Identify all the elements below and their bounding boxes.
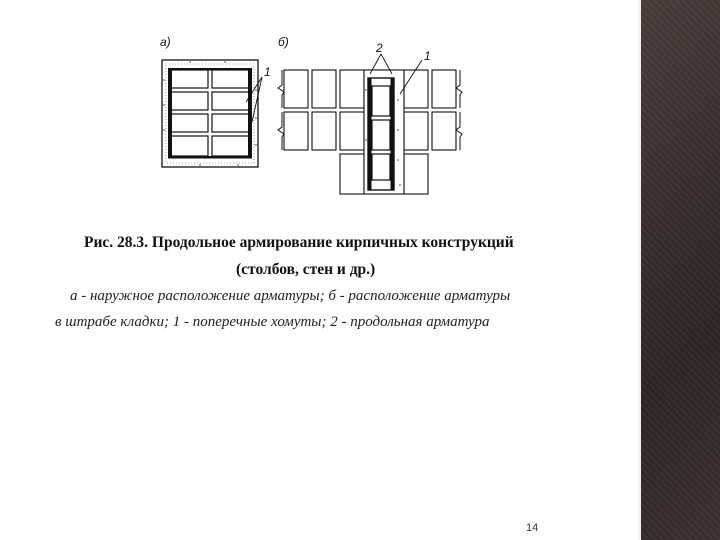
page-number: 14: [526, 522, 539, 534]
reinforcement-figure: [150, 30, 490, 210]
callout-1-right: 1: [424, 49, 431, 63]
caption-title-line-2: (столбов, стен и др.): [236, 261, 376, 278]
caption-description-line-2: в штрабе кладки; 1 - поперечные хомуты; 2 - продольная арматура: [55, 314, 490, 330]
callout-2: 2: [376, 41, 383, 55]
label-a: а): [160, 35, 171, 49]
label-b: б): [278, 35, 289, 49]
figure-a-column: [162, 60, 258, 167]
caption-title-line-1: Рис. 28.3. Продольное армирование кирпичных конструкций: [84, 234, 514, 251]
decorative-side-panel: [641, 0, 720, 540]
figure-b-wall: [278, 70, 462, 194]
caption-description-line-1: а - наружное расположение арматуры; б - расположение арматуры: [70, 288, 511, 304]
callout-1-left: 1: [264, 65, 271, 79]
